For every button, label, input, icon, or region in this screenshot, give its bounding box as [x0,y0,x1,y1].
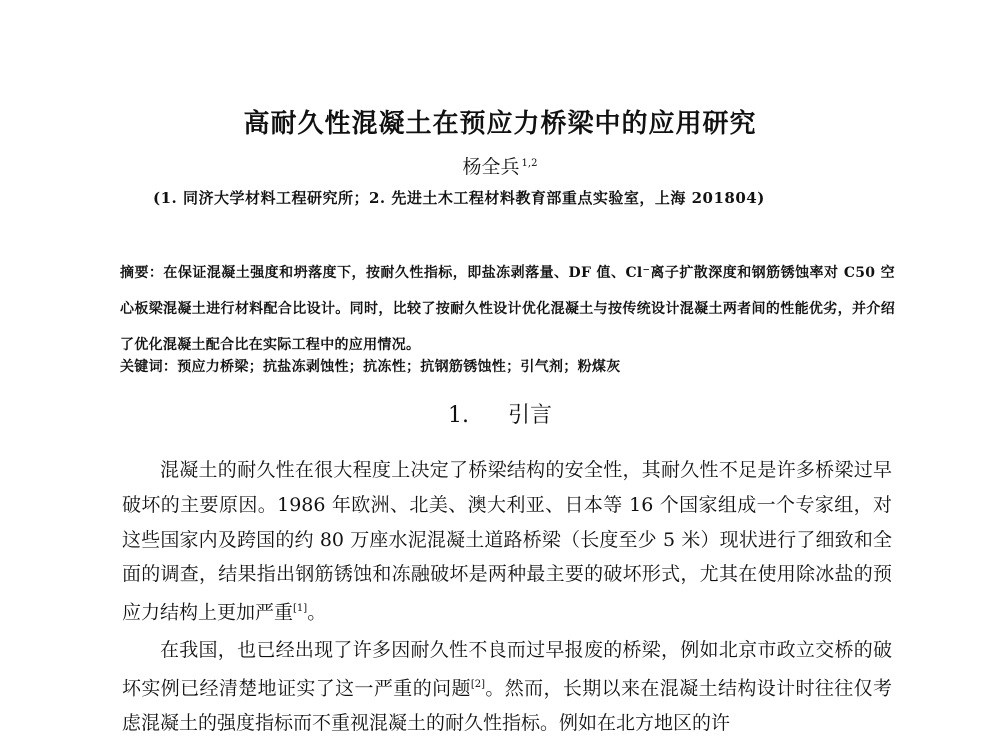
abstract-label: 摘要： [120,265,164,281]
paragraph-2-end: 。然而，长期以来在混凝土结构设计时往往仅考虑混凝土的强度指标而不重视混凝土的耐久性指标。例如在北方地区的许 [122,677,892,735]
section-number: 1. [447,403,469,428]
paragraph-2 [122,633,892,741]
paragraph-2-text: 在我国，也已经出现了许多因耐久性不良而过早报废的桥梁，例如北京市政立交桥的破坏实例已经清楚地证实了这一严重的问题 [122,639,892,700]
body-text [122,453,892,741]
section-heading [0,398,1000,429]
abstract-text: 在保证混凝土强度和坍落度下，按耐久性指标，即盐冻剥落量、DF 值、Cl⁻离子扩散深度和钢筋锈蚀率对 C50 空心板梁混凝土进行材料配合比设计。同时，比较了按耐久性设计优化混凝土与按传统设计混凝土两者间的性能优劣，并介绍了优化混凝土配合比在实际工程中的应用情况。 [120,265,895,353]
keywords-label: 关键词： [120,359,178,375]
paragraph-1-end: 。 [307,601,327,624]
paragraph-1-text: 混凝土的耐久性在很大程度上决定了桥梁结构的安全性，其耐久性不足是许多桥梁过早破坏的主要原因。1986 年欧洲、北美、澳大利亚、日本等 16 个国家组成一个专家组，对这些国家内及跨国的约 80 万座水泥混凝土道路桥梁（长度至少 5 米）现状进行了细致和全面的调查，结果指出钢筋锈蚀和冻融破坏是两种最主要的破坏形式，尤其在使用除冰盐的预应力结构上更加严重 [122,459,892,624]
citation-1: [1] [293,603,308,615]
author-line [0,152,1000,179]
paragraph-1 [122,453,892,630]
keywords-text: 预应力桥梁；抗盐冻剥蚀性；抗冻性；抗钢筋锈蚀性；引气剂；粉煤灰 [177,359,621,375]
paper-title: 高耐久性混凝土在预应力桥梁中的应用研究 [243,109,757,139]
keywords [120,356,895,376]
affiliation-marks: 1,2 [521,157,538,169]
citation-2: [2] [470,679,486,691]
author-name: 杨全兵 [462,156,520,178]
section-title: 引言 [507,403,552,428]
abstract [120,255,895,363]
affiliation: (1. 同济大学材料工程研究所；2. 先进土木工程材料教育部重点实验室，上海 201804) [153,189,765,207]
